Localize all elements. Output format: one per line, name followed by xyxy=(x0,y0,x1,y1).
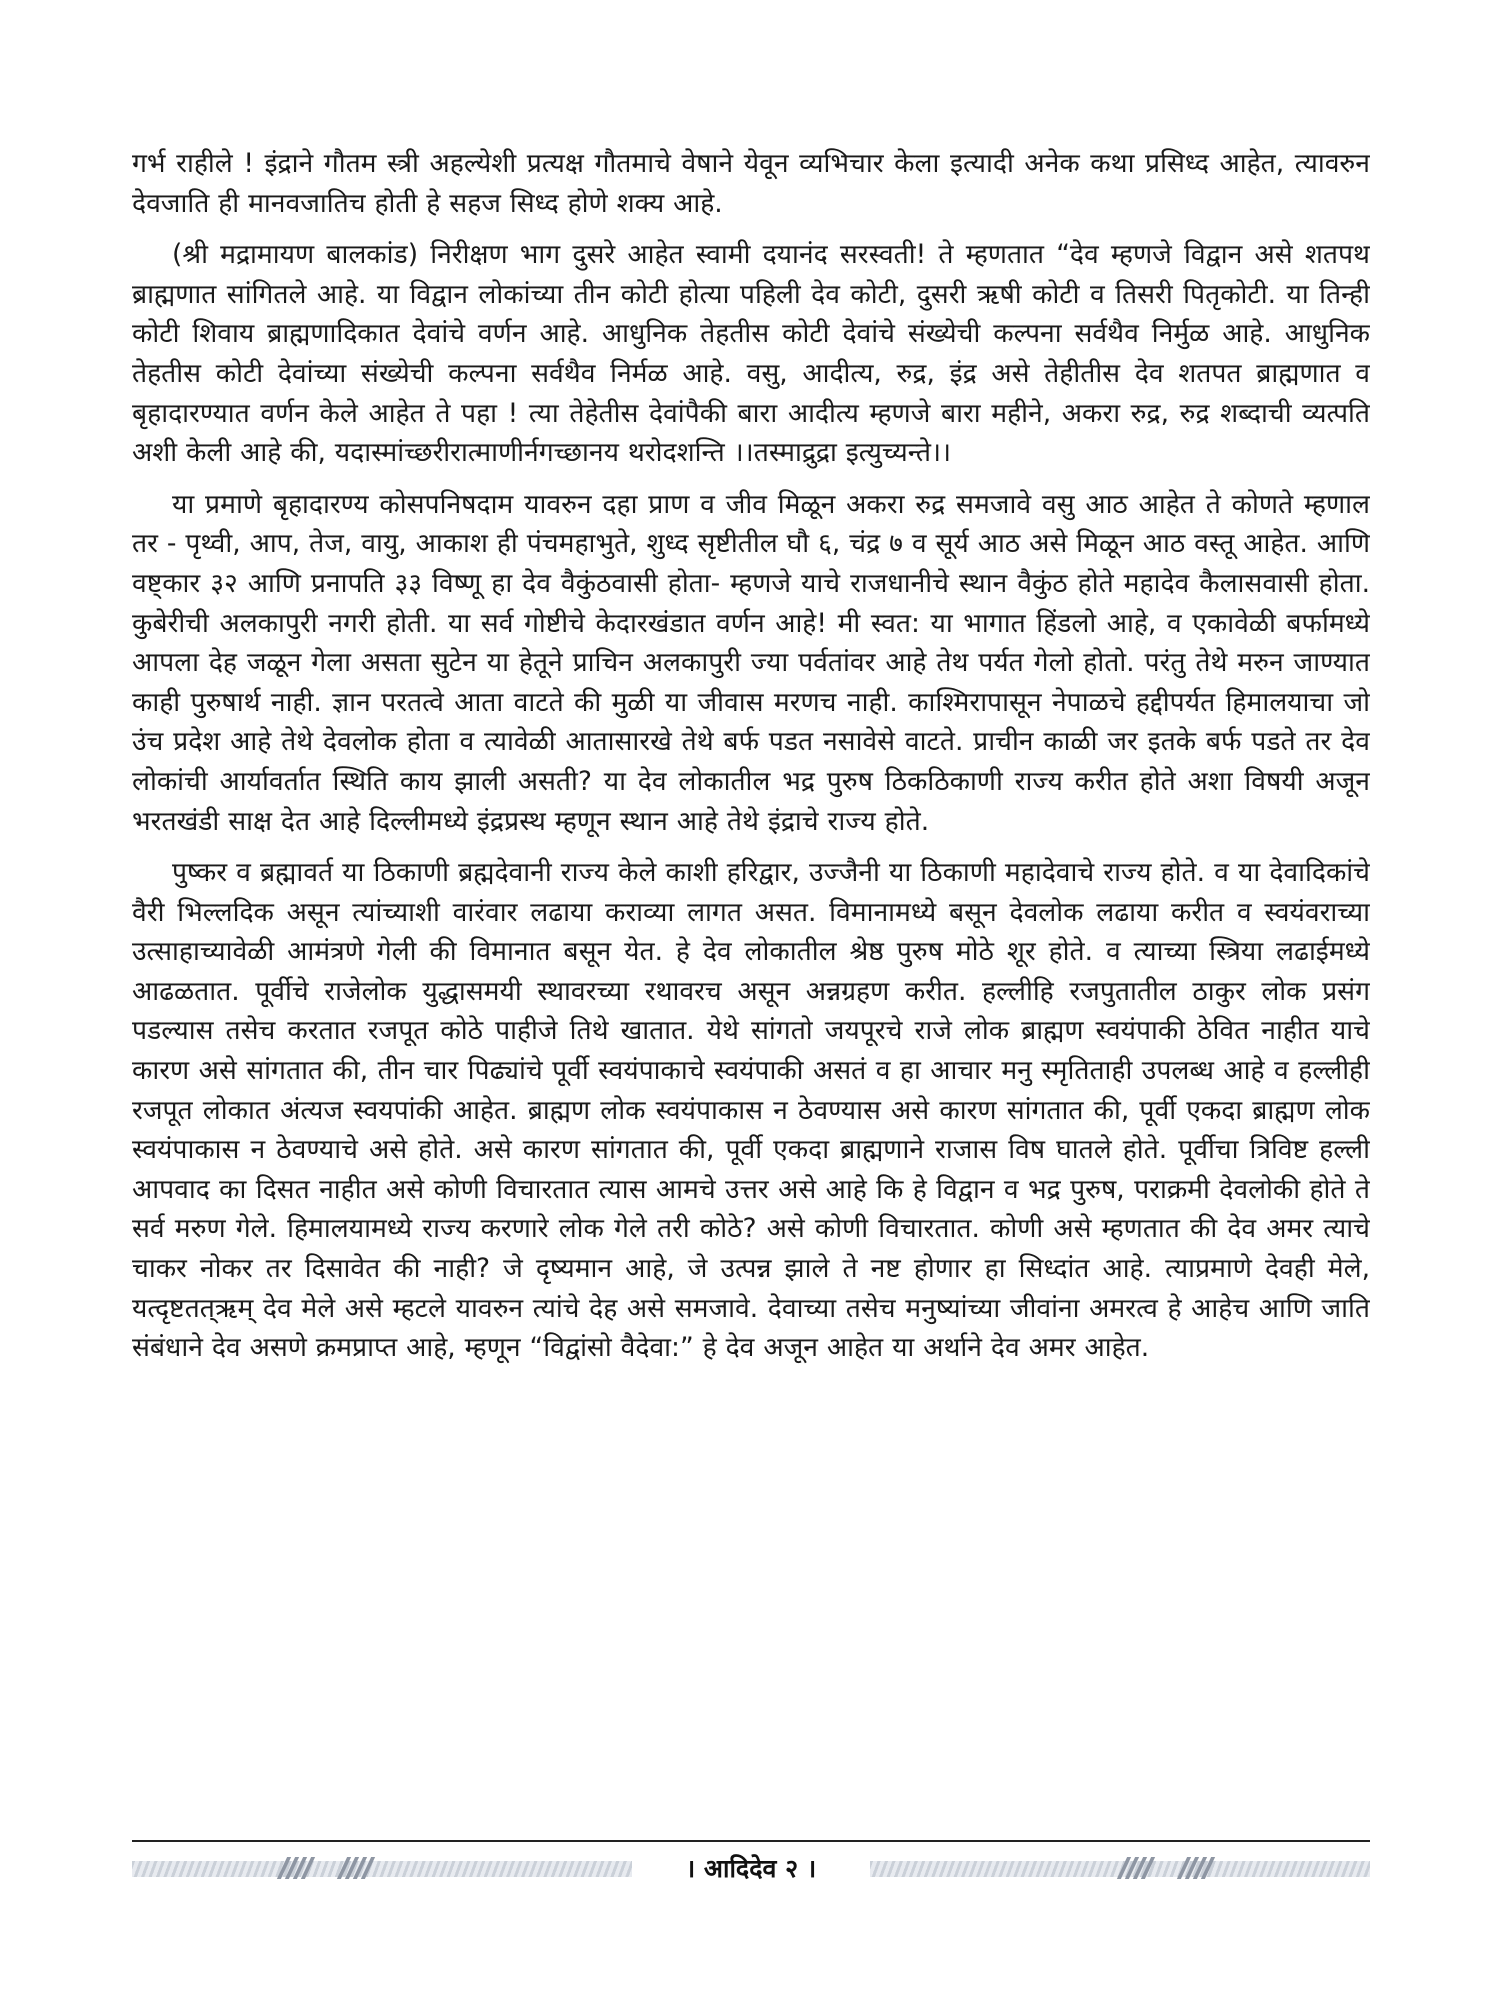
footer-slashes-right-icon xyxy=(1122,1857,1150,1881)
paragraph-3: या प्रमाणे बृहादारण्य कोसपनिषदाम यावरुन दहा प्राण व जीव मिळून अकरा रुद्र समजावे वसु आठ आहेत ते कोणते म्हणाल तर - पृथ्वी, आप, तेज, वायु, आकाश ही पंचमहाभुते, शुध्द सृष्टीतील घौ ६, चंद्र ७ व सूर्य आठ असे मिळून आठ वस्तू आहेत. आणि वष्ट्कार ३२ आणि प्रनापति ३३ विष्णू हा देव वैकुंठवासी होता- म्हणजे याचे राजधानीचे स्थान वैकुंठ होते महादेव कैलासवासी होता. कुबेरीची अलकापुरी नगरी होती. या सर्व गोष्टीचे केदारखंडात वर्णन आहे! मी स्वत: या भागात हिंडलो आहे, व एकावेळी बर्फामध्ये आपला देह जळून गेला असता सुटेन या हेतूने प्राचिन अलकापुरी ज्या पर्वतांवर आहे तेथ पर्यत गेलो होतो. परंतु तेथे मरुन जाण्यात काही पुरुषार्थ नाही. ज्ञान परतत्वे आता वाटते की मुळी या जीवास मरणच नाही. काश्मिरापासून नेपाळचे हद्दीपर्यत हिमालयाचा जो उंच प्रदेश आहे तेथे देवलोक होता व त्यावेळी आतासारखे तेथे बर्फ पडत नसावेसे वाटते. प्राचीन काळी जर इतके बर्फ पडते तर देव लोकांची आर्यावर्तात स्थिति काय झाली असती? या देव लोकातील भद्र पुरुष ठिकठिकाणी राज्य करीत होते अशा विषयी अजून भरतखंडी साक्ष देत आहे दिल्लीमध्ये इंद्रप्रस्थ म्हणून स्थान आहे तेथे इंद्राचे राज्य होते. xyxy=(132,488,1370,837)
page-number-label: । आदिदेव २ । xyxy=(685,1854,817,1883)
paragraph-4: पुष्कर व ब्रह्मावर्त या ठिकाणी ब्रह्मदेवानी राज्य केले काशी हरिद्वार, उज्जैनी या ठिकाणी महादेवाचे राज्य होते. व या देवादिकांचे वैरी भिल्लदिक असून त्यांच्याशी वारंवार लढाया कराव्या लागत असत. विमानामध्ये बसून देवलोक लढाया करीत व स्वयंवराच्या उत्साहाच्यावेळी आमंत्रणे गेली की विमानात बसून येत. हे देव लोकातील श्रेष्ठ पुरुष मोठे शूर होते. व त्याच्या स्त्रिया लढाईमध्ये आढळतात. पूर्वीचे राजेलोक युद्धासमयी स्थावरच्या रथावरच असून अन्नग्रहण करीत. हल्लीहि रजपुतातील ठाकुर लोक प्रसंग पडल्यास तसेच करतात रजपूत कोठे पाहीजे तिथे खातात. येथे सांगतो जयपूरचे राजे लोक ब्राह्मण स्वयंपाकी ठेवित नाहीत याचे कारण असे सांगतात की, तीन चार पिढ्यांचे पूर्वी स्वयंपाकाचे स्वयंपाकी असतं व हा आचार मनु स्मृतिताही उपलब्ध आहे व हल्लीही रजपूत लोकात अंत्यज स्वयपांकी आहेत. ब्राह्मण लोक स्वयंपाकास न ठेवण्यास असे कारण सांगतात की, पूर्वी एकदा ब्राह्मण लोक स्वयंपाकास न ठेवण्याचे असे होते. असे कारण सांगतात की, पूर्वी एकदा ब्राह्मणाने राजास विष घातले होते. पूर्वीचा त्रिविष्ट हल्ली आपवाद का दिसत नाहीत असे कोणी विचारतात त्यास आमचे उत्तर असे आहे कि हे विद्वान व भद्र पुरुष, पराक्रमी देवलोकी होते ते सर्व मरुण गेले. हिमालयामध्ये राज्य करणारे लोक गेले तरी कोठे? असे कोणी विचारतात. कोणी असे म्हणतात की देव अमर त्याचे चाकर नोकर तर दिसावेत की नाही? जे दृष्यमान आहे, जे उत्पन्न झाले ते नष्ट होणार हा सिध्दांत आहे. त्याप्रमाणे देवही मेले, यत्दृष्टतत्ऋम् देव मेले असे म्हटले यावरुन त्यांचे देह असे समजावे. देवाच्या तसेच मनुष्यांच्या जीवांना अमरत्व हे आहेच आणि जाति संबंधाने देव असणे क्रमप्राप्त आहे, म्हणून “विद्वांसो वैदेवा:” हे देव अजून आहेत या अर्थाने देव अमर आहेत. xyxy=(132,857,1370,1364)
footer-slashes-right-2-icon xyxy=(1182,1857,1210,1881)
footer-decoration-left xyxy=(132,1861,632,1877)
paragraph-2: (श्री मद्रामायण बालकांड) निरीक्षण भाग दुसरे आहेत स्वामी दयानंद सरस्वती! ते म्हणतात “देव म्हणजे विद्वान असे शतपथ ब्राह्मणात सांगितले आहे. या विद्वान लोकांच्या तीन कोटी होत्या पहिली देव कोटी, दुसरी ऋषी कोटी व तिसरी पितृकोटी. या तिन्ही कोटी शिवाय ब्राह्मणादिकात देवांचे वर्णन आहे. आधुनिक तेहतीस कोटी देवांचे संख्येची कल्पना सर्वथैव निर्मुळ आहे. आधुनिक तेहतीस कोटी देवांच्या संख्येची कल्पना सर्वथैव निर्मळ आहे. वसु, आदीत्य, रुद्र, इंद्र असे तेहीतीस देव शतपत ब्राह्मणात व बृहादारण्यात वर्णन केले आहेत ते पहा ! त्या तेहेतीस देवांपैकी बारा आदीत्य म्हणजे बारा महीने, अकरा रुद्र, रुद्र शब्दाची व्यत्पति अशी केली आहे की, यदास्मांच्छरीरात्माणीर्नगच्छानय थरोदशन्ति ।।तस्माद्रुद्रा इत्युच्यन्ते।। xyxy=(132,239,1370,469)
page-body xyxy=(132,144,1370,1794)
page-footer xyxy=(132,1855,1370,1883)
footer-slashes-left-icon xyxy=(282,1857,310,1881)
footer-divider xyxy=(132,1840,1370,1842)
footer-slashes-left-2-icon xyxy=(342,1857,370,1881)
paragraph-1: गर्भ राहीले ! इंद्राने गौतम स्त्री अहल्येशी प्रत्यक्ष गौतमाचे वेषाने येवून व्यभिचार केला इत्यादी अनेक कथा प्रसिध्द आहेत, त्यावरुन देवजाति ही मानवजातिच होती हे सहज सिध्द होणे शक्य आहे. xyxy=(132,148,1370,219)
